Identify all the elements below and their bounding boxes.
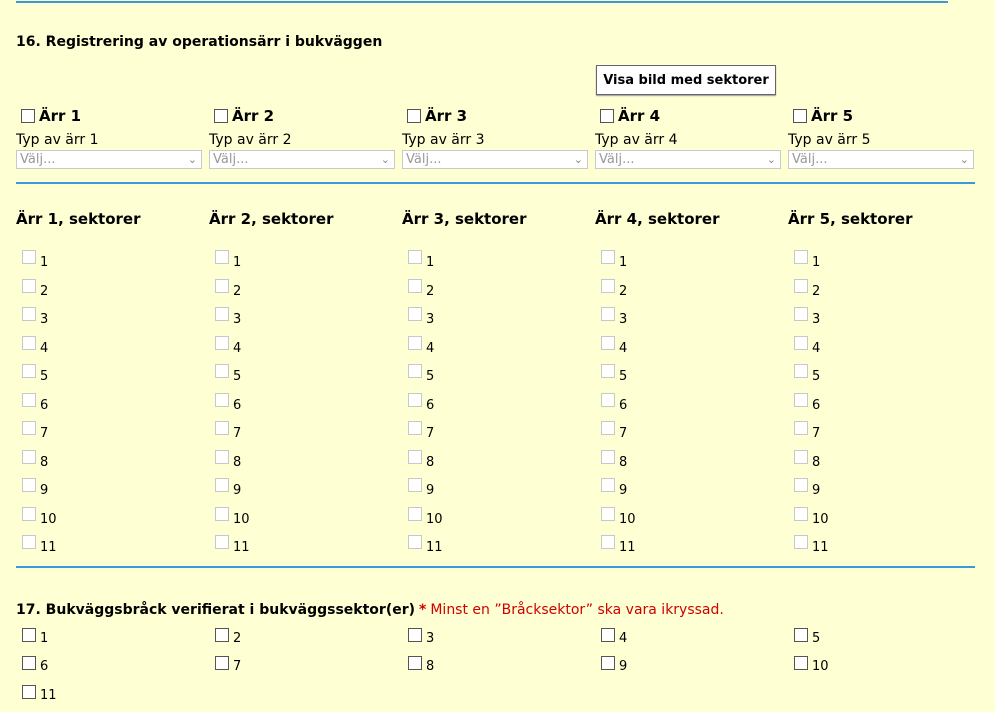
show-sector-image-button[interactable]: Visa bild med sektorer <box>596 65 776 95</box>
scar-1-sector-9-checkbox[interactable] <box>22 478 36 492</box>
hernia-sector-1[interactable] <box>16 628 48 646</box>
scar-5-sector-4[interactable] <box>788 338 820 356</box>
scar-1-sector-1-checkbox[interactable] <box>22 250 36 264</box>
scar-4-sector-7-checkbox[interactable] <box>601 421 615 435</box>
scar-4-select-value: Välj... <box>599 152 635 167</box>
scar-3-sector-11[interactable] <box>402 537 443 555</box>
scar-3-sector-9[interactable] <box>402 480 434 498</box>
scar-4-sector-4[interactable] <box>595 338 627 356</box>
sector-number: 5 <box>812 369 821 384</box>
scar-3-select-value: Välj... <box>406 152 442 167</box>
scar-3-toggle[interactable] <box>407 107 467 125</box>
scar-4-type-label: Typ av ärr 4 <box>595 132 678 148</box>
scar-4-sector-11[interactable] <box>595 537 636 555</box>
scar-1-sectors-heading: Ärr 1, sektorer <box>16 210 141 228</box>
scar-3-sectors-heading: Ärr 3, sektorer <box>402 210 527 228</box>
scar-4-sector-8-checkbox[interactable] <box>601 450 615 464</box>
scar-3-sector-7-checkbox[interactable] <box>408 421 422 435</box>
sector-number: 4 <box>812 341 821 356</box>
chevron-down-icon: ⌄ <box>380 153 390 166</box>
scar-3-sector-4[interactable] <box>402 338 434 356</box>
scar-2-sector-10[interactable] <box>209 509 250 527</box>
scar-4-sector-9[interactable] <box>595 480 627 498</box>
sector-number: 3 <box>40 312 49 327</box>
sector-number: 5 <box>619 369 628 384</box>
scar-4-sectors-heading: Ärr 4, sektorer <box>595 210 720 228</box>
sector-number: 2 <box>619 284 628 299</box>
hernia-sector-number: 8 <box>426 659 435 674</box>
scar-4-sector-7[interactable] <box>595 423 627 441</box>
hernia-sector-3[interactable] <box>402 628 434 646</box>
hernia-sector-8[interactable] <box>402 656 434 674</box>
scar-4-sector-5[interactable] <box>595 366 627 384</box>
scar-2-sector-2-checkbox[interactable] <box>215 279 229 293</box>
hernia-sector-5-checkbox[interactable] <box>794 628 808 642</box>
scar-3-sector-5[interactable] <box>402 366 434 384</box>
sector-number: 9 <box>426 483 435 498</box>
sector-number: 1 <box>619 255 628 270</box>
sector-number: 7 <box>426 426 435 441</box>
scar-3-type-label: Typ av ärr 3 <box>402 132 485 148</box>
sector-number: 2 <box>812 284 821 299</box>
scar-5-type-select[interactable] <box>788 150 974 169</box>
scar-1-sector-11[interactable] <box>16 537 57 555</box>
scar-3-label: Ärr 3 <box>425 107 468 125</box>
sector-number: 11 <box>812 540 829 555</box>
sector-number: 5 <box>233 369 242 384</box>
sector-number: 9 <box>619 483 628 498</box>
scar-2-sector-8-checkbox[interactable] <box>215 450 229 464</box>
scar-5-sector-6[interactable] <box>788 395 820 413</box>
scar-3-sector-2-checkbox[interactable] <box>408 279 422 293</box>
sector-number: 8 <box>619 455 628 470</box>
sector-number: 9 <box>40 483 49 498</box>
chevron-down-icon: ⌄ <box>187 153 197 166</box>
scar-5-sector-2-checkbox[interactable] <box>794 279 808 293</box>
scar-2-sector-6[interactable] <box>209 395 241 413</box>
scar-2-sector-10-checkbox[interactable] <box>215 507 229 521</box>
scar-5-sector-11[interactable] <box>788 537 829 555</box>
scar-5-sector-4-checkbox[interactable] <box>794 336 808 350</box>
section-16-title: 16. Registrering av operationsärr i bukväggen <box>16 34 383 50</box>
scar-3-sector-4-checkbox[interactable] <box>408 336 422 350</box>
scar-2-checkbox[interactable] <box>214 109 228 123</box>
scar-2-sector-2[interactable] <box>209 281 241 299</box>
scar-4-type-select[interactable] <box>595 150 781 169</box>
hernia-sector-number: 11 <box>40 688 57 703</box>
scar-1-type-label: Typ av ärr 1 <box>16 132 99 148</box>
scar-2-sector-9-checkbox[interactable] <box>215 478 229 492</box>
hernia-sector-9[interactable] <box>595 656 627 674</box>
hernia-sector-2-checkbox[interactable] <box>215 628 229 642</box>
scar-2-label: Ärr 2 <box>232 107 275 125</box>
hernia-sector-6[interactable] <box>16 656 48 674</box>
scar-1-sector-4[interactable] <box>16 338 48 356</box>
chevron-down-icon: ⌄ <box>766 153 776 166</box>
hernia-sector-number: 1 <box>40 631 49 646</box>
hernia-sector-4-checkbox[interactable] <box>601 628 615 642</box>
sector-number: 10 <box>812 512 829 527</box>
scar-5-sector-8-checkbox[interactable] <box>794 450 808 464</box>
scar-3-sector-10-checkbox[interactable] <box>408 507 422 521</box>
hernia-sector-number: 5 <box>812 631 821 646</box>
scar-2-sectors-heading: Ärr 2, sektorer <box>209 210 334 228</box>
scar-2-sector-5-checkbox[interactable] <box>215 364 229 378</box>
scar-5-sector-11-checkbox[interactable] <box>794 535 808 549</box>
required-message: Minst en ”Bråcksektor” ska vara ikryssad. <box>430 602 724 618</box>
scar-3-sector-3[interactable] <box>402 309 434 327</box>
hernia-sector-10[interactable] <box>788 656 829 674</box>
sector-number: 10 <box>426 512 443 527</box>
scar-1-sector-11-checkbox[interactable] <box>22 535 36 549</box>
chevron-down-icon: ⌄ <box>573 153 583 166</box>
scar-1-type-select[interactable] <box>16 150 202 169</box>
scar-2-sector-9[interactable] <box>209 480 241 498</box>
scar-4-sector-5-checkbox[interactable] <box>601 364 615 378</box>
sector-number: 2 <box>426 284 435 299</box>
sector-number: 6 <box>812 398 821 413</box>
sector-number: 11 <box>619 540 636 555</box>
scar-2-sector-1-checkbox[interactable] <box>215 250 229 264</box>
scar-1-sector-7[interactable] <box>16 423 48 441</box>
hernia-sector-number: 6 <box>40 659 49 674</box>
scar-2-sector-5[interactable] <box>209 366 241 384</box>
sector-number: 10 <box>233 512 250 527</box>
scar-1-sector-7-checkbox[interactable] <box>22 421 36 435</box>
scar-5-sector-1[interactable] <box>788 252 820 270</box>
scar-3-sector-7[interactable] <box>402 423 434 441</box>
scar-2-sector-6-checkbox[interactable] <box>215 393 229 407</box>
sector-number: 4 <box>40 341 49 356</box>
divider-after-sectors <box>16 566 975 568</box>
scar-5-sector-7[interactable] <box>788 423 820 441</box>
sector-number: 7 <box>233 426 242 441</box>
scar-1-label: Ärr 1 <box>39 107 82 125</box>
scar-4-sector-1[interactable] <box>595 252 627 270</box>
sector-number: 3 <box>812 312 821 327</box>
scar-4-label: Ärr 4 <box>618 107 661 125</box>
sector-number: 8 <box>812 455 821 470</box>
scar-5-sector-2[interactable] <box>788 281 820 299</box>
sector-number: 7 <box>40 426 49 441</box>
hernia-sector-8-checkbox[interactable] <box>408 656 422 670</box>
scar-1-sector-3[interactable] <box>16 309 48 327</box>
scar-1-sector-2-checkbox[interactable] <box>22 279 36 293</box>
section-17-title-text: 17. Bukväggsbråck verifierat i bukväggssektor(er) <box>16 602 416 618</box>
scar-5-toggle[interactable] <box>793 107 853 125</box>
scar-1-sector-10[interactable] <box>16 509 57 527</box>
scar-4-sector-11-checkbox[interactable] <box>601 535 615 549</box>
sector-number: 11 <box>426 540 443 555</box>
scar-3-sector-8[interactable] <box>402 452 434 470</box>
scar-2-sector-4-checkbox[interactable] <box>215 336 229 350</box>
scar-3-sector-5-checkbox[interactable] <box>408 364 422 378</box>
scar-3-sector-11-checkbox[interactable] <box>408 535 422 549</box>
hernia-sector-4[interactable] <box>595 628 627 646</box>
scar-5-sector-6-checkbox[interactable] <box>794 393 808 407</box>
sector-number: 11 <box>233 540 250 555</box>
scar-5-sector-8[interactable] <box>788 452 820 470</box>
scar-3-sector-9-checkbox[interactable] <box>408 478 422 492</box>
scar-2-sector-7-checkbox[interactable] <box>215 421 229 435</box>
scar-3-sector-8-checkbox[interactable] <box>408 450 422 464</box>
hernia-sector-number: 10 <box>812 659 829 674</box>
scar-5-type-label: Typ av ärr 5 <box>788 132 871 148</box>
scar-1-sector-4-checkbox[interactable] <box>22 336 36 350</box>
scar-5-sector-5-checkbox[interactable] <box>794 364 808 378</box>
sector-number: 6 <box>233 398 242 413</box>
scar-5-checkbox[interactable] <box>793 109 807 123</box>
sector-number: 1 <box>40 255 49 270</box>
sector-number: 6 <box>619 398 628 413</box>
scar-2-type-select[interactable] <box>209 150 395 169</box>
scar-4-sector-1-checkbox[interactable] <box>601 250 615 264</box>
scar-2-toggle[interactable] <box>214 107 274 125</box>
hernia-sector-number: 7 <box>233 659 242 674</box>
scar-1-sector-6-checkbox[interactable] <box>22 393 36 407</box>
scar-4-sector-4-checkbox[interactable] <box>601 336 615 350</box>
scar-2-type-label: Typ av ärr 2 <box>209 132 292 148</box>
hernia-sector-1-checkbox[interactable] <box>22 628 36 642</box>
scar-4-sector-3[interactable] <box>595 309 627 327</box>
hernia-sector-2[interactable] <box>209 628 241 646</box>
scar-1-sector-5-checkbox[interactable] <box>22 364 36 378</box>
scar-1-sector-5[interactable] <box>16 366 48 384</box>
scar-5-sector-10[interactable] <box>788 509 829 527</box>
sector-number: 3 <box>619 312 628 327</box>
scar-1-sector-10-checkbox[interactable] <box>22 507 36 521</box>
hernia-sector-number: 4 <box>619 631 628 646</box>
scar-2-select-value: Välj... <box>213 152 249 167</box>
scar-5-sectors-heading: Ärr 5, sektorer <box>788 210 913 228</box>
sector-number: 5 <box>40 369 49 384</box>
hernia-sector-5[interactable] <box>788 628 820 646</box>
scar-5-sector-3[interactable] <box>788 309 820 327</box>
scar-2-sector-7[interactable] <box>209 423 241 441</box>
scar-4-sector-6[interactable] <box>595 395 627 413</box>
scar-5-select-value: Välj... <box>792 152 828 167</box>
sector-number: 3 <box>426 312 435 327</box>
scar-1-checkbox[interactable] <box>21 109 35 123</box>
sector-number: 9 <box>233 483 242 498</box>
scar-1-sector-8-checkbox[interactable] <box>22 450 36 464</box>
scar-4-sector-10-checkbox[interactable] <box>601 507 615 521</box>
sector-number: 7 <box>812 426 821 441</box>
sector-number: 7 <box>619 426 628 441</box>
sector-number: 6 <box>40 398 49 413</box>
scar-3-sector-10[interactable] <box>402 509 443 527</box>
sector-number: 2 <box>233 284 242 299</box>
scar-3-sector-6[interactable] <box>402 395 434 413</box>
chevron-down-icon: ⌄ <box>959 153 969 166</box>
hernia-sector-7-checkbox[interactable] <box>215 656 229 670</box>
scar-1-sector-1[interactable] <box>16 252 48 270</box>
scar-4-sector-3-checkbox[interactable] <box>601 307 615 321</box>
scar-3-sector-2[interactable] <box>402 281 434 299</box>
hernia-sector-number: 9 <box>619 659 628 674</box>
sector-number: 10 <box>619 512 636 527</box>
sector-number: 11 <box>40 540 57 555</box>
scar-3-type-select[interactable] <box>402 150 588 169</box>
hernia-sector-10-checkbox[interactable] <box>794 656 808 670</box>
divider-after-types <box>16 182 975 184</box>
scar-4-sector-9-checkbox[interactable] <box>601 478 615 492</box>
sector-number: 6 <box>426 398 435 413</box>
hernia-sector-7[interactable] <box>209 656 241 674</box>
sector-number: 9 <box>812 483 821 498</box>
scar-1-sector-8[interactable] <box>16 452 48 470</box>
scar-4-sector-10[interactable] <box>595 509 636 527</box>
scar-5-sector-9[interactable] <box>788 480 820 498</box>
scar-3-sector-1-checkbox[interactable] <box>408 250 422 264</box>
hernia-sector-9-checkbox[interactable] <box>601 656 615 670</box>
scar-4-sector-8[interactable] <box>595 452 627 470</box>
scar-3-sector-3-checkbox[interactable] <box>408 307 422 321</box>
section-17-title <box>16 602 724 618</box>
sector-number: 1 <box>812 255 821 270</box>
scar-2-sector-8[interactable] <box>209 452 241 470</box>
hernia-sector-11[interactable] <box>16 685 57 703</box>
scar-3-checkbox[interactable] <box>407 109 421 123</box>
sector-number: 5 <box>426 369 435 384</box>
hernia-sector-number: 2 <box>233 631 242 646</box>
sector-number: 1 <box>426 255 435 270</box>
scar-1-sector-3-checkbox[interactable] <box>22 307 36 321</box>
sector-number: 1 <box>233 255 242 270</box>
scar-5-sector-5[interactable] <box>788 366 820 384</box>
scar-4-sector-6-checkbox[interactable] <box>601 393 615 407</box>
hernia-sector-number: 3 <box>426 631 435 646</box>
scar-1-toggle[interactable] <box>21 107 81 125</box>
scar-2-sector-3[interactable] <box>209 309 241 327</box>
scar-1-sector-9[interactable] <box>16 480 48 498</box>
required-star: * <box>419 602 427 618</box>
sector-number: 8 <box>233 455 242 470</box>
scar-4-sector-2-checkbox[interactable] <box>601 279 615 293</box>
scar-5-sector-1-checkbox[interactable] <box>794 250 808 264</box>
hernia-sector-3-checkbox[interactable] <box>408 628 422 642</box>
scar-4-sector-2[interactable] <box>595 281 627 299</box>
scar-5-sector-7-checkbox[interactable] <box>794 421 808 435</box>
scar-5-sector-10-checkbox[interactable] <box>794 507 808 521</box>
sector-number: 4 <box>426 341 435 356</box>
sector-number: 8 <box>40 455 49 470</box>
top-divider <box>16 1 948 3</box>
scar-3-sector-6-checkbox[interactable] <box>408 393 422 407</box>
scar-4-checkbox[interactable] <box>600 109 614 123</box>
sector-number: 2 <box>40 284 49 299</box>
sector-number: 10 <box>40 512 57 527</box>
scar-5-sector-3-checkbox[interactable] <box>794 307 808 321</box>
sector-number: 3 <box>233 312 242 327</box>
scar-2-sector-11-checkbox[interactable] <box>215 535 229 549</box>
scar-2-sector-3-checkbox[interactable] <box>215 307 229 321</box>
scar-2-sector-11[interactable] <box>209 537 250 555</box>
scar-3-sector-1[interactable] <box>402 252 434 270</box>
sector-number: 4 <box>233 341 242 356</box>
scar-2-sector-4[interactable] <box>209 338 241 356</box>
scar-1-sector-2[interactable] <box>16 281 48 299</box>
hernia-sector-6-checkbox[interactable] <box>22 656 36 670</box>
scar-5-label: Ärr 5 <box>811 107 854 125</box>
scar-1-sector-6[interactable] <box>16 395 48 413</box>
sector-number: 8 <box>426 455 435 470</box>
scar-5-sector-9-checkbox[interactable] <box>794 478 808 492</box>
sector-number: 4 <box>619 341 628 356</box>
scar-1-select-value: Välj... <box>20 152 56 167</box>
scar-2-sector-1[interactable] <box>209 252 241 270</box>
hernia-sector-11-checkbox[interactable] <box>22 685 36 699</box>
scar-4-toggle[interactable] <box>600 107 660 125</box>
